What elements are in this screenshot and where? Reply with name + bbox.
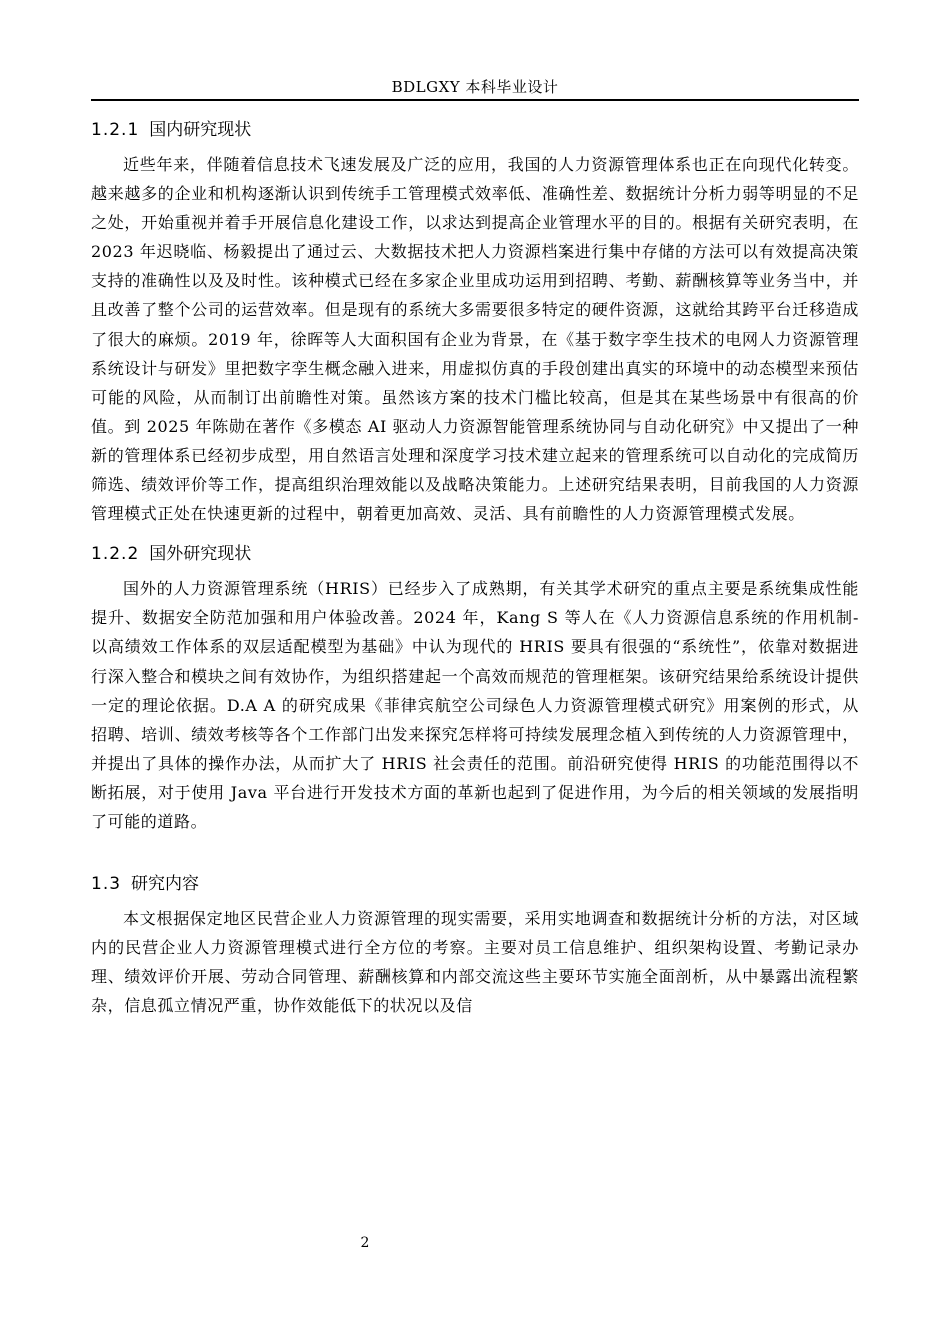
paragraph-research-content: 本文根据保定地区民营企业人力资源管理的现实需要，采用实地调查和数据统计分析的方法，对区域内的民营企业人力资源管理模式进行全方位的考察。主要对员工信息维护、组织架构设置、考勤记录办理、绩效评价开展、劳动合同管理、薪酬核算和内部交流这些主要环节实施全面剖析，从中暴露出流程繁杂，信息孤立情况严重，协作效能低下的状况以及信 (91, 909, 859, 1016)
header-title: BDLGXY 本科毕业设计 (391, 78, 559, 96)
section-title: 研究内容 (131, 874, 200, 895)
section-heading-domestic-research (91, 116, 859, 144)
section-heading-research-content (91, 870, 859, 898)
paragraph-foreign-research: 国外的人力资源管理系统（HRIS）已经步入了成熟期，有关其学术研究的重点主要是系统集成性能提升、数据安全防范加强和用户体验改善。2024 年，Kang S 等人在《人力资源信息系统的作用机制-以高绩效工作体系的双层适配模型为基础》中认为现代的 HRIS 要具有很强的“系统性”，依靠对数据进行深入整合和模块之间有效协作，为组织搭建起一个高效而规范的管理框架。该研究结果给系统设计提供一定的理论依据。D.A A 的研究成果《菲律宾航空公司绿色人力资源管理模式研究》用案例的形式，从招聘、培训、绩效考核等各个工作部门出发来探究怎样将可持续发展理念植入到传统的人力资源管理中，并提出了具体的操作办法，从而扩大了 HRIS 社会责任的范围。前沿研究使得 HRIS 的功能范围得以不断拓展，对于使用 Java 平台进行开发技术方面的革新也起到了促进作用，为今后的相关领域的发展指明了可能的道路。 (91, 579, 859, 831)
section-number: 1.3 (91, 874, 122, 895)
section-number: 1.2.1 (91, 120, 140, 140)
page-number: 2 (360, 1235, 370, 1251)
section-title: 国内研究现状 (149, 120, 252, 140)
section-heading-foreign-research (91, 540, 859, 568)
section-number: 1.2.2 (91, 544, 140, 565)
document-body (91, 116, 859, 1020)
paragraph-domestic-research: 近些年来，伴随着信息技术飞速发展及广泛的应用，我国的人力资源管理体系也正在向现代化转变。越来越多的企业和机构逐渐认识到传统手工管理模式效率低、准确性差、数据统计分析力弱等明显的不足之处，开始重视并着手开展信息化建设工作，以求达到提高企业管理水平的目的。根据有关研究表明，在 2023 年迟晓临、杨毅提出了通过云、大数据技术把人力资源档案进行集中存储的方法可以有效提高决策支持的准确性以及及时性。该种模式已经在多家企业里成功运用到招聘、考勤、薪酬核算等业务当中，并且改善了整个公司的运营效率。但是现有的系统大多需要很多特定的硬件资源，这就给其跨平台迁移造成了很大的麻烦。2019 年，徐晖等人大面积国有企业为背景，在《基于数字孪生技术的电网人力资源管理系统设计与研发》里把数字孪生概念融入进来，用虚拟仿真的手段创建出真实的环境中的动态模型来预估可能的风险，从而制订出前瞻性对策。虽然该方案的技术门槛比较高，但是其在某些场景中有很高的价值。到 2025 年陈勋在著作《多模态 AI 驱动人力资源智能管理系统协同与自动化研究》中又提出了一种新的管理体系已经初步成型，用自然语言处理和深度学习技术建立起来的管理系统可以自动化的完成简历筛选、绩效评价等工作，提高组织治理效能以及战略决策能力。上述研究结果表明，目前我国的人力资源管理模式正处在快速更新的过程中，朝着更加高效、灵活、具有前瞻性的人力资源管理模式发展。 (91, 155, 859, 524)
page-header (91, 77, 859, 101)
section-title: 国外研究现状 (149, 544, 252, 565)
